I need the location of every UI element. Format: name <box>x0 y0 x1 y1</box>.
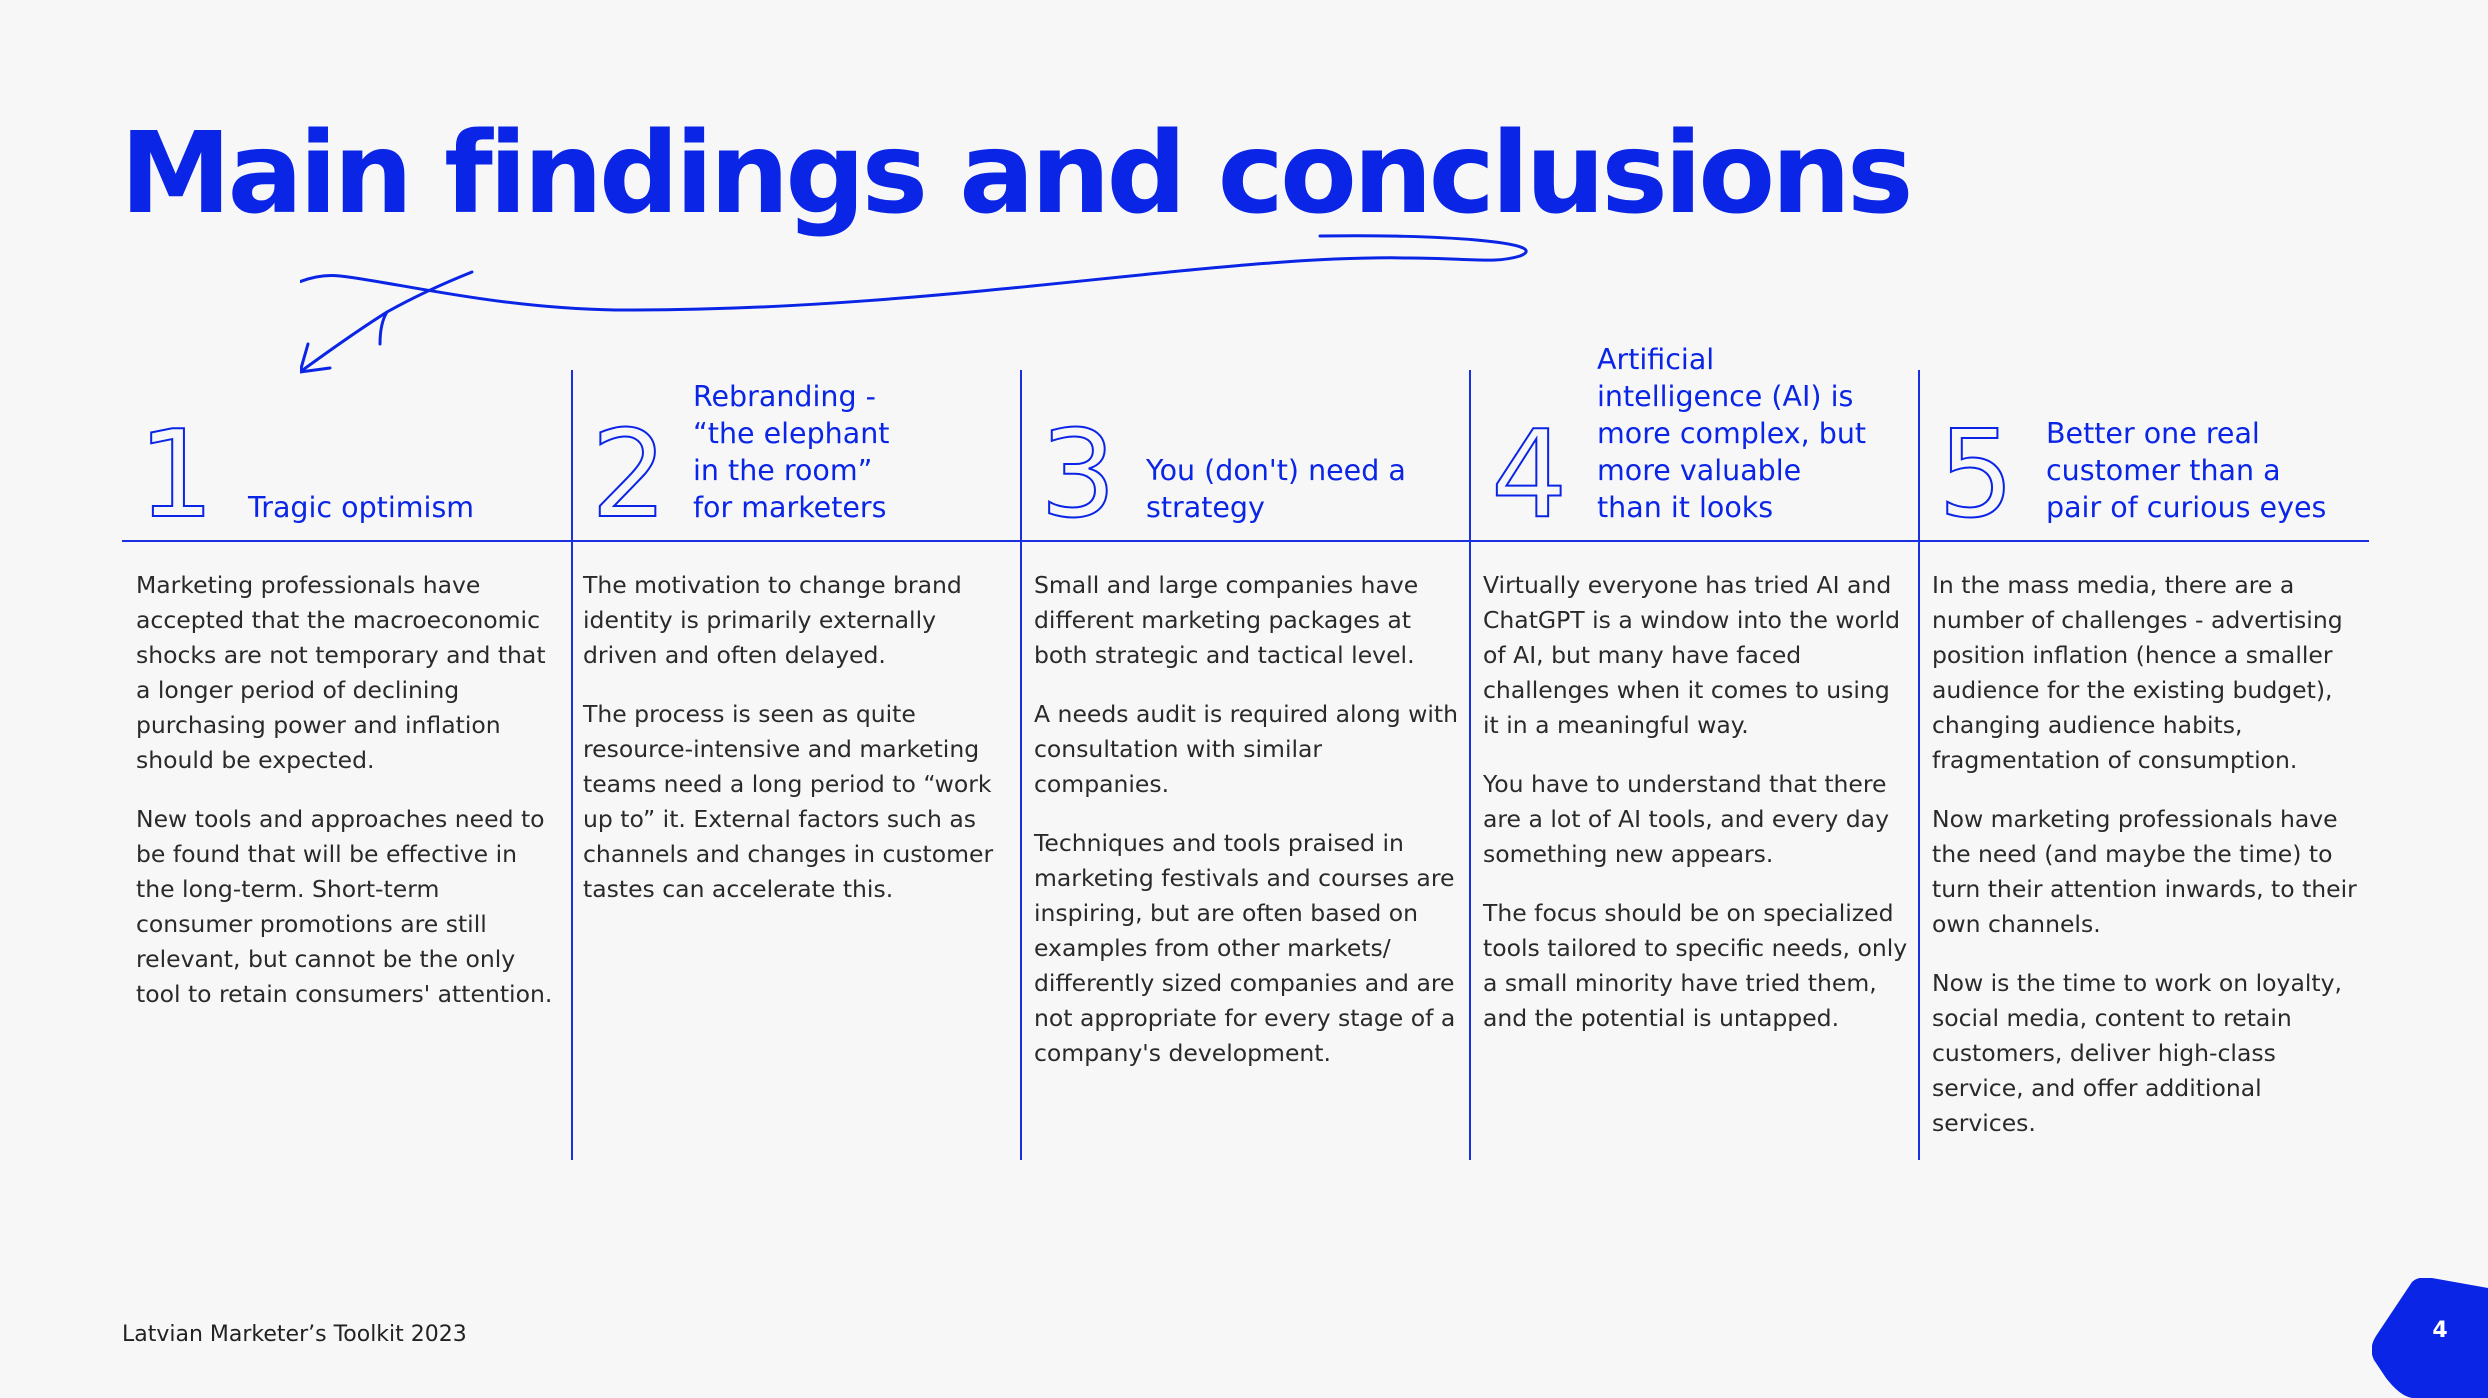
finding-paragraph: Small and large companies have different marketing packages at both strategic and tactical level. <box>1034 571 1419 669</box>
finding-number: 1 <box>138 406 215 545</box>
finding-heading: Artificial intelligence (AI) is more complex, but more valuable than it looks <box>1597 343 1867 524</box>
finding-paragraph: Virtually everyone has tried AI and ChatGPT is a window into the world of AI, but many have faced challenges when it comes to using it in a meaningful way. <box>1483 571 1901 739</box>
finding-paragraph: New tools and approaches need to be found that will be effective in the long-term. Short-term consumer promotions are still relevant, but cannot be the only tool to retain consumers' attention. <box>136 805 553 1008</box>
finding-paragraph: The process is seen as quite resource-intensive and marketing teams need a long period to “work up to” it. External factors such as channels and changes in customer tastes can accelerate this. <box>583 700 994 903</box>
finding-number: 3 <box>1040 406 1117 545</box>
page-number: 4 <box>2432 1318 2448 1343</box>
finding-paragraph: You have to understand that there are a lot of AI tools, and every day something new appears. <box>1483 770 1889 868</box>
finding-paragraph: Now is the time to work on loyalty, social media, content to retain customers, deliver high-class service, and offer additional services. <box>1932 969 2342 1137</box>
finding-column-4 <box>1469 343 1918 1160</box>
finding-paragraph: A needs audit is required along with consultation with similar companies. <box>1034 700 1459 798</box>
finding-column-5 <box>1918 370 2369 1160</box>
arrow-squiggle-icon <box>300 232 1560 382</box>
findings-columns <box>122 343 2369 1160</box>
finding-paragraph: Marketing professionals have accepted that the macroeconomic shocks are not temporary and that a longer period of declining purchasing power and inflation should be expected. <box>136 571 546 774</box>
finding-heading: Rebranding - “the elephant in the room” for marketers <box>693 380 890 524</box>
finding-number: 4 <box>1491 406 1568 545</box>
finding-paragraph: In the mass media, there are a number of challenges - advertising position inflation (hence a smaller audience for the existing budget), changing audience habits, fragmentation of consumption. <box>1932 571 2343 774</box>
finding-paragraph: Now marketing professionals have the need (and maybe the time) to turn their attention inwards, to their own channels. <box>1932 805 2357 938</box>
finding-paragraph: Techniques and tools praised in marketing festivals and courses are inspiring, but are often based on examples from other markets/ differently sized companies and are not appropriate for every stage of a company's development. <box>1034 829 1456 1067</box>
finding-heading: You (don't) need a strategy <box>1146 454 1406 524</box>
finding-heading: Better one real customer than a pair of curious eyes <box>2046 417 2327 524</box>
footer-text: Latvian Marketer’s Toolkit 2023 <box>122 1322 467 1347</box>
finding-heading: Tragic optimism <box>248 491 475 524</box>
finding-number: 5 <box>1938 406 2015 545</box>
page-title: Main findings and conclusions <box>120 109 1910 239</box>
finding-column-1 <box>122 370 571 1160</box>
finding-number: 2 <box>591 406 668 545</box>
finding-paragraph: The focus should be on specialized tools tailored to specific needs, only a small minority have tried them, and the potential is untapped. <box>1483 899 1908 1032</box>
finding-paragraph: The motivation to change brand identity is primarily externally driven and often delayed. <box>583 571 962 669</box>
finding-column-3 <box>1020 370 1469 1160</box>
finding-column-2 <box>571 370 1020 1160</box>
